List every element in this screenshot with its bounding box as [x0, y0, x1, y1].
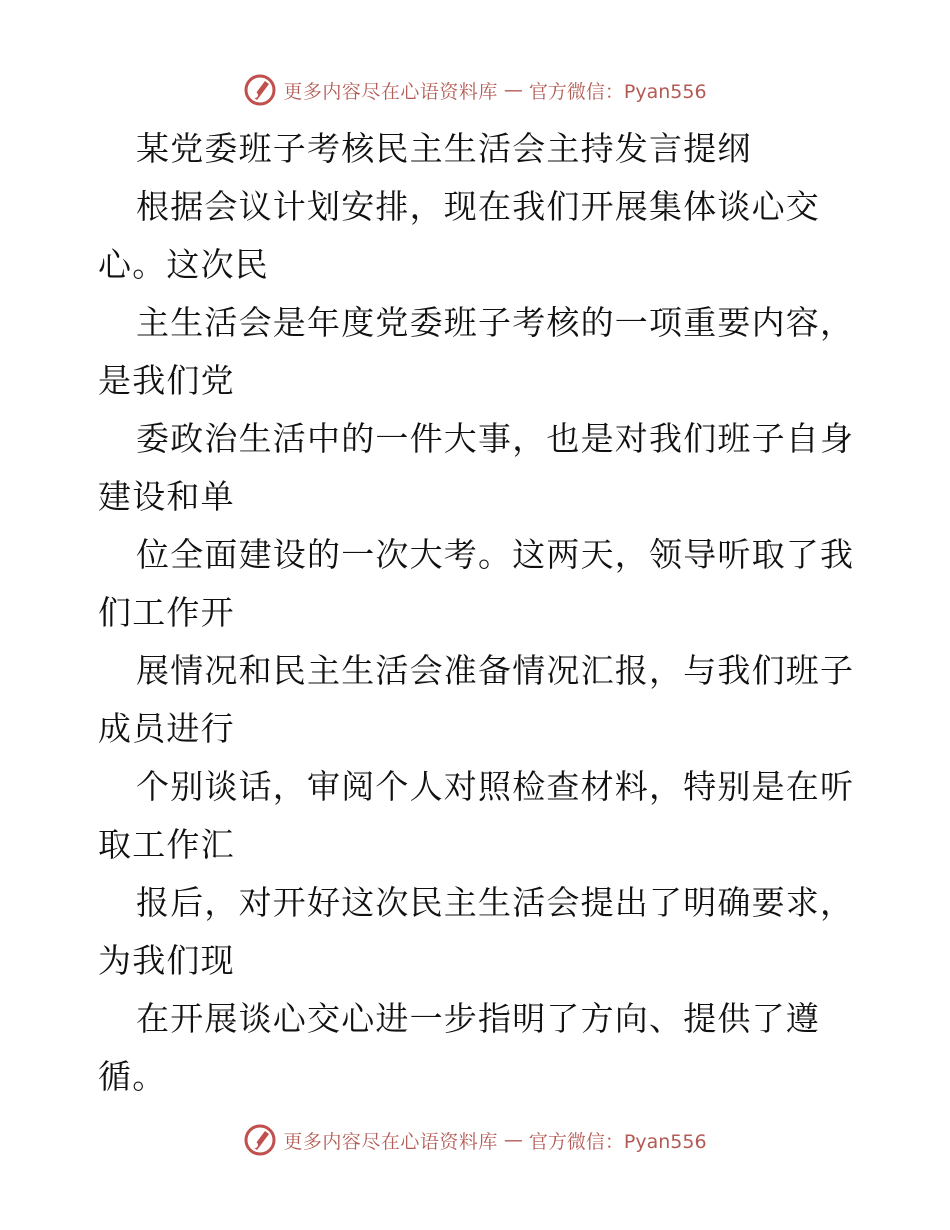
paragraph-line: 主生活会是年度党委班子考核的一项重要内容， — [136, 303, 855, 342]
document-title: 某党委班子考核民主生活会主持发言提纲 — [136, 129, 752, 168]
paragraph-line: 在开展谈心交心进一步指明了方向、提供了遵 — [136, 999, 820, 1038]
paragraph-line: 个别谈话，审阅个人对照检查材料，特别是在听 — [136, 767, 855, 806]
paragraph-line: 心。这次民 — [98, 245, 269, 284]
paragraph-line: 是我们党 — [98, 361, 235, 400]
header-banner-wechat: 官方微信：Pyan556 — [528, 80, 707, 103]
paragraph-line: 建设和单 — [98, 477, 235, 516]
paragraph-line: 为我们现 — [98, 941, 235, 980]
paragraph-line: 们工作开 — [98, 593, 235, 632]
paragraph-line: 根据会议计划安排，现在我们开展集体谈心交 — [136, 187, 820, 226]
header-banner-main: 更多内容尽在心语资料库 — [283, 80, 498, 103]
paragraph-line: 取工作汇 — [98, 825, 235, 864]
footer-banner-main: 更多内容尽在心语资料库 — [283, 1130, 498, 1153]
footer-banner — [0, 1122, 950, 1158]
paragraph-line: 委政治生活中的一件大事，也是对我们班子自身 — [136, 419, 855, 458]
footer-banner-dash: — — [503, 1129, 523, 1151]
header-banner — [0, 72, 950, 108]
footer-banner-wechat: 官方微信：Pyan556 — [528, 1130, 707, 1153]
pen-logo-icon — [243, 73, 277, 107]
document-body — [98, 120, 858, 1106]
paragraph-line: 循。 — [98, 1057, 167, 1096]
paragraph-line: 报后，对开好这次民主生活会提出了明确要求， — [136, 883, 855, 922]
paragraph-line: 成员进行 — [98, 709, 235, 748]
paragraph-line: 位全面建设的一次大考。这两天，领导听取了我 — [136, 535, 855, 574]
pen-logo-icon — [243, 1123, 277, 1157]
header-banner-dash: — — [503, 79, 523, 101]
paragraph-line: 展情况和民主生活会准备情况汇报，与我们班子 — [136, 651, 855, 690]
